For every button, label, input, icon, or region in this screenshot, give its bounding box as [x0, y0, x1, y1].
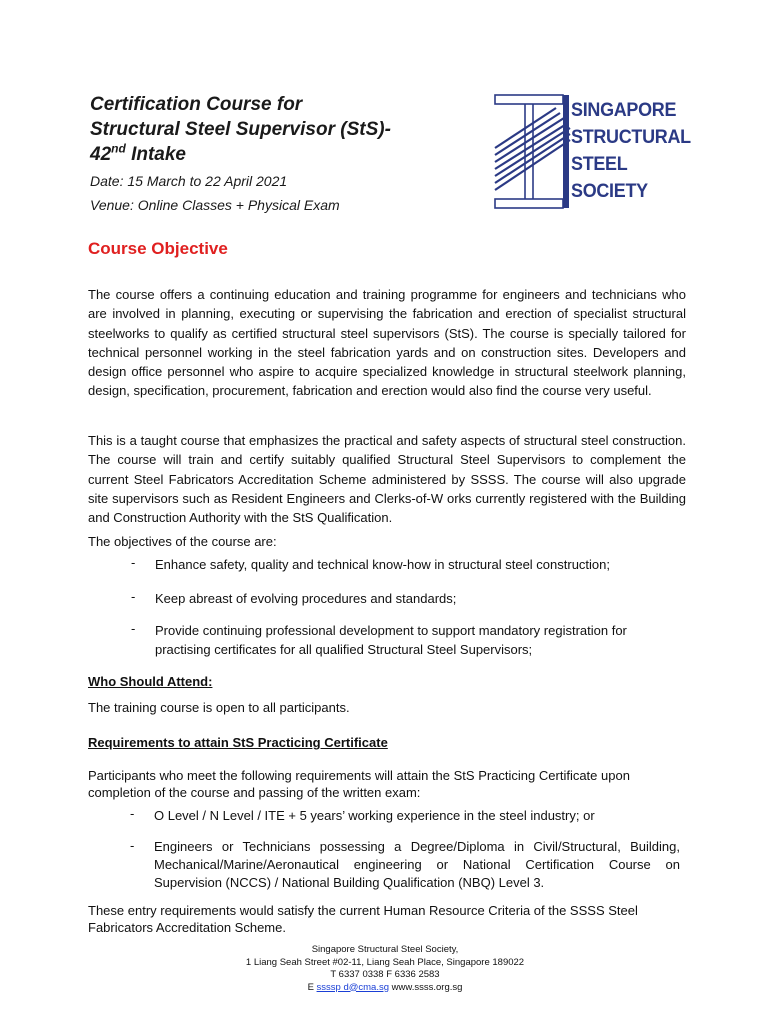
course-venue: Venue: Online Classes + Physical Exam [90, 197, 340, 213]
requirement-item-text: Engineers or Technicians possessing a Degree/Diploma in Civil/Structural, Building, Mechanical/Marine/Aeronautical engineering or National Certification Course on Supervision (NCCS) / National Building Qualification (NBQ) Level 3. [154, 839, 680, 890]
bullet-dash: - [131, 589, 136, 604]
course-title [90, 92, 450, 167]
footer-org: Singapore Structural Steel Society, [311, 944, 459, 955]
ssss-logo-text [571, 97, 691, 205]
objective-item-text: Provide continuing professional development to support mandatory registration for practising certificates for all qualified Structural Steel Supervisors; [155, 623, 627, 658]
logo-line-1: SINGAPORE [571, 99, 677, 121]
bullet-dash: - [131, 555, 136, 570]
objective-item-text: Enhance safety, quality and technical know-how in structural steel construction; [155, 557, 610, 572]
footer [0, 944, 770, 994]
logo-line-2: STRUCTURAL [571, 126, 691, 148]
objective-paragraph-1: The course offers a continuing education and training programme for engineers and technicians who are involved in planning, executing or supervising the fabrication and erection of specialist structural steelworks to qualify as certified structural steel supervisors (StS). The course is specially tailored for technical personnel working in the steel fabrication yards and on construction sites. Developers and design office personnel who aspire to acquire specialized knowledge in structural steelwork planning, design, specification, procurement, fabrication and erection would also find the course very useful. [88, 287, 686, 399]
footer-phone: T 6337 0338 F 6336 2583 [330, 969, 440, 980]
title-line-1: Certification Course for [90, 94, 303, 115]
requirements-closing: These entry requirements would satisfy the current Human Resource Criteria of the SSSS Steel Fabricators Accreditation Scheme. [88, 903, 638, 935]
logo-line-4: SOCIETY [571, 180, 648, 202]
bullet-dash: - [130, 806, 135, 821]
footer-contact [0, 982, 770, 995]
requirement-item-text: O Level / N Level / ITE + 5 years’ working experience in the steel industry; or [154, 808, 595, 823]
title-intake-suffix: nd [111, 141, 126, 156]
footer-address: 1 Liang Seah Street #02-11, Liang Seah Place, Singapore 189022 [245, 956, 525, 968]
course-date: Date: 15 March to 22 April 2021 [90, 173, 288, 189]
footer-email-prefix: E [307, 981, 317, 993]
bullet-dash: - [131, 621, 136, 636]
who-should-attend-heading: Who Should Attend: [88, 674, 213, 689]
footer-website: www.ssss.org.sg [389, 981, 463, 993]
requirements-intro: Participants who meet the following requirements will attain the StS Practicing Certificate upon completion of the course and passing of the written exam: [88, 768, 630, 800]
logo-line-3: STEEL [571, 153, 628, 175]
requirements-heading: Requirements to attain StS Practicing Certificate [88, 735, 388, 750]
objectives-intro: The objectives of the course are: [88, 534, 277, 549]
footer-email-link[interactable]: ssssp d@cma.sg [316, 981, 390, 993]
objective-paragraph-2: This is a taught course that emphasizes the practical and safety aspects of structural steel construction. The course will train and certify suitably qualified Structural Steel Supervisors to complement the current Steel Fabricators Accreditation Scheme administered by SSSS. The course will also upgrade site supervisors such as Resident Engineers and Clerks-of-W orks currently registered with the Building and Construction Authority with the StS Qualification. [88, 433, 686, 526]
bullet-dash: - [130, 838, 135, 853]
course-objective-heading: Course Objective [88, 239, 228, 258]
objective-item-text: Keep abreast of evolving procedures and standards; [155, 591, 457, 606]
who-should-attend-text: The training course is open to all participants. [88, 700, 350, 715]
title-line-2: Structural Steel Supervisor (StS)- [90, 119, 391, 140]
title-intake-label: Intake [125, 144, 187, 165]
title-intake-number: 42 [90, 144, 112, 165]
